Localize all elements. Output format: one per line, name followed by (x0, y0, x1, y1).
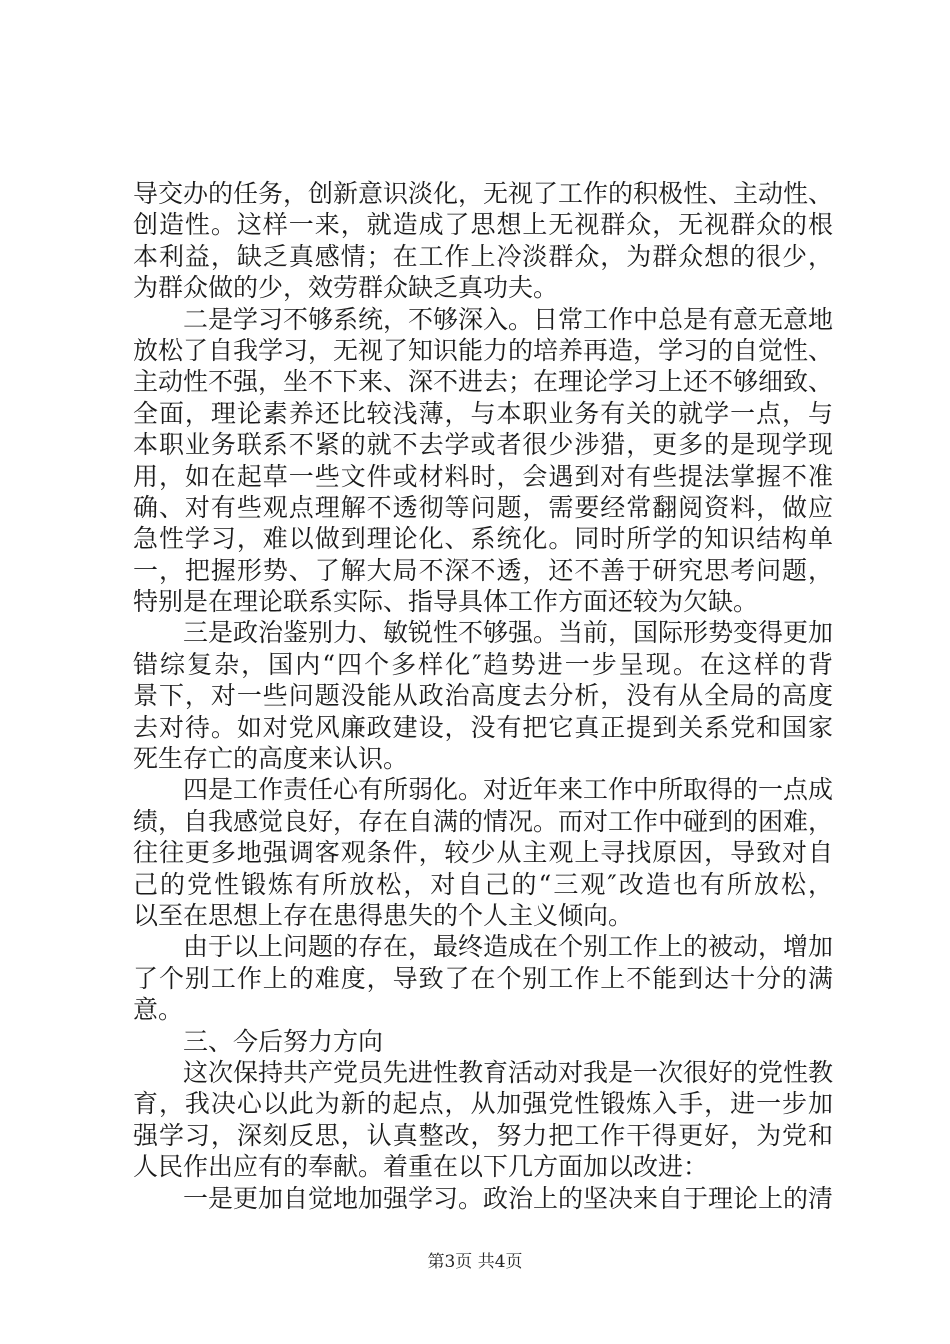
text-line: 错综复杂，国内“四个多样化″趋势进一步呈现。在这样的背 (133, 649, 833, 679)
text-line: 绩，自我感觉良好，存在自满的情况。而对工作中碰到的困难， (133, 806, 834, 836)
text-line: 本职业务联系不紧的就不去学或者很少涉猎，更多的是现学现 (133, 430, 833, 460)
page-footer: 第3页 共4页 (427, 1252, 523, 1272)
paragraph-start-line: 这次保持共产党员先进性教育活动对我是一次很好的党性教 (183, 1057, 834, 1087)
text-line: 强学习，深刻反思，认真整改，努力把工作干得更好，为党和 (133, 1120, 833, 1150)
paragraph-start-line: 三是政治鉴别力、敏锐性不够强。当前，国际形势变得更加 (183, 618, 834, 648)
text-line: 去对待。如对党风廉政建设，没有把它真正提到关系党和国家 (133, 712, 833, 742)
text-line: 确、对有些观点理解不透彻等问题，需要经常翻阅资料，做应 (133, 492, 833, 522)
paragraph-start-line: 一是更加自觉地加强学习。政治上的坚决来自于理论上的清 (183, 1183, 834, 1213)
document-body (133, 178, 833, 1214)
text-line: 往往更多地强调客观条件，较少从主观上寻找原因，导致对自 (133, 838, 833, 868)
text-line: 急性学习，难以做到理论化、系统化。同时所学的知识结构单 (133, 524, 833, 554)
text-line: 主动性不强，坐不下来、深不进去；在理论学习上还不够细致、 (133, 367, 834, 397)
text-line: 创造性。这样一来，就造成了思想上无视群众，无视群众的根 (133, 210, 833, 240)
text-line: 死生存亡的高度来认识。 (133, 744, 409, 774)
paragraph-start-line: 由于以上问题的存在，最终造成在个别工作上的被动，增加 (183, 932, 834, 962)
text-line: 人民作出应有的奉献。着重在以下几方面加以改进： (133, 1152, 709, 1182)
text-line: 导交办的任务，创新意识淡化，无视了工作的积极性、主动性、 (133, 179, 834, 208)
text-line: 育，我决心以此为新的起点，从加强党性锻炼入手，进一步加 (133, 1089, 833, 1119)
text-line: 特别是在理论联系实际、指导具体工作方面还较为欠缺。 (133, 587, 759, 617)
text-line: 本利益，缺乏真感情；在工作上冷淡群众，为群众想的很少， (133, 241, 833, 271)
text-line: 了个别工作上的难度，导致了在个别工作上不能到达十分的满 (133, 963, 833, 993)
text-line: 景下，对一些问题没能从政治高度去分析，没有从全局的高度 (133, 681, 833, 711)
paragraph-start-line: 二是学习不够系统，不够深入。日常工作中总是有意无意地 (183, 304, 834, 334)
paragraph-start-line: 四是工作责任心有所弱化。对近年来工作中所取得的一点成 (183, 775, 834, 805)
text-line: 以至在思想上存在患得患失的个人主义倾向。 (133, 900, 634, 930)
text-line: 放松了自我学习，无视了知识能力的培养再造，学习的自觉性、 (133, 335, 834, 365)
section-heading: 三、今后努力方向 (183, 1026, 384, 1056)
text-line: 用，如在起草一些文件或材料时，会遇到对有些提法掌握不准 (133, 461, 833, 491)
text-line: 意。 (133, 995, 184, 1025)
text-line: 全面，理论素养还比较浅薄，与本职业务有关的就学一点，与 (133, 398, 833, 428)
text-line: 为群众做的少，效劳群众缺乏真功夫。 (133, 273, 559, 303)
text-line: 己的党性锻炼有所放松，对自己的“三观″改造也有所放松， (133, 869, 833, 899)
text-line: 一，把握形势、了解大局不深不透，还不善于研究思考问题， (133, 555, 833, 585)
